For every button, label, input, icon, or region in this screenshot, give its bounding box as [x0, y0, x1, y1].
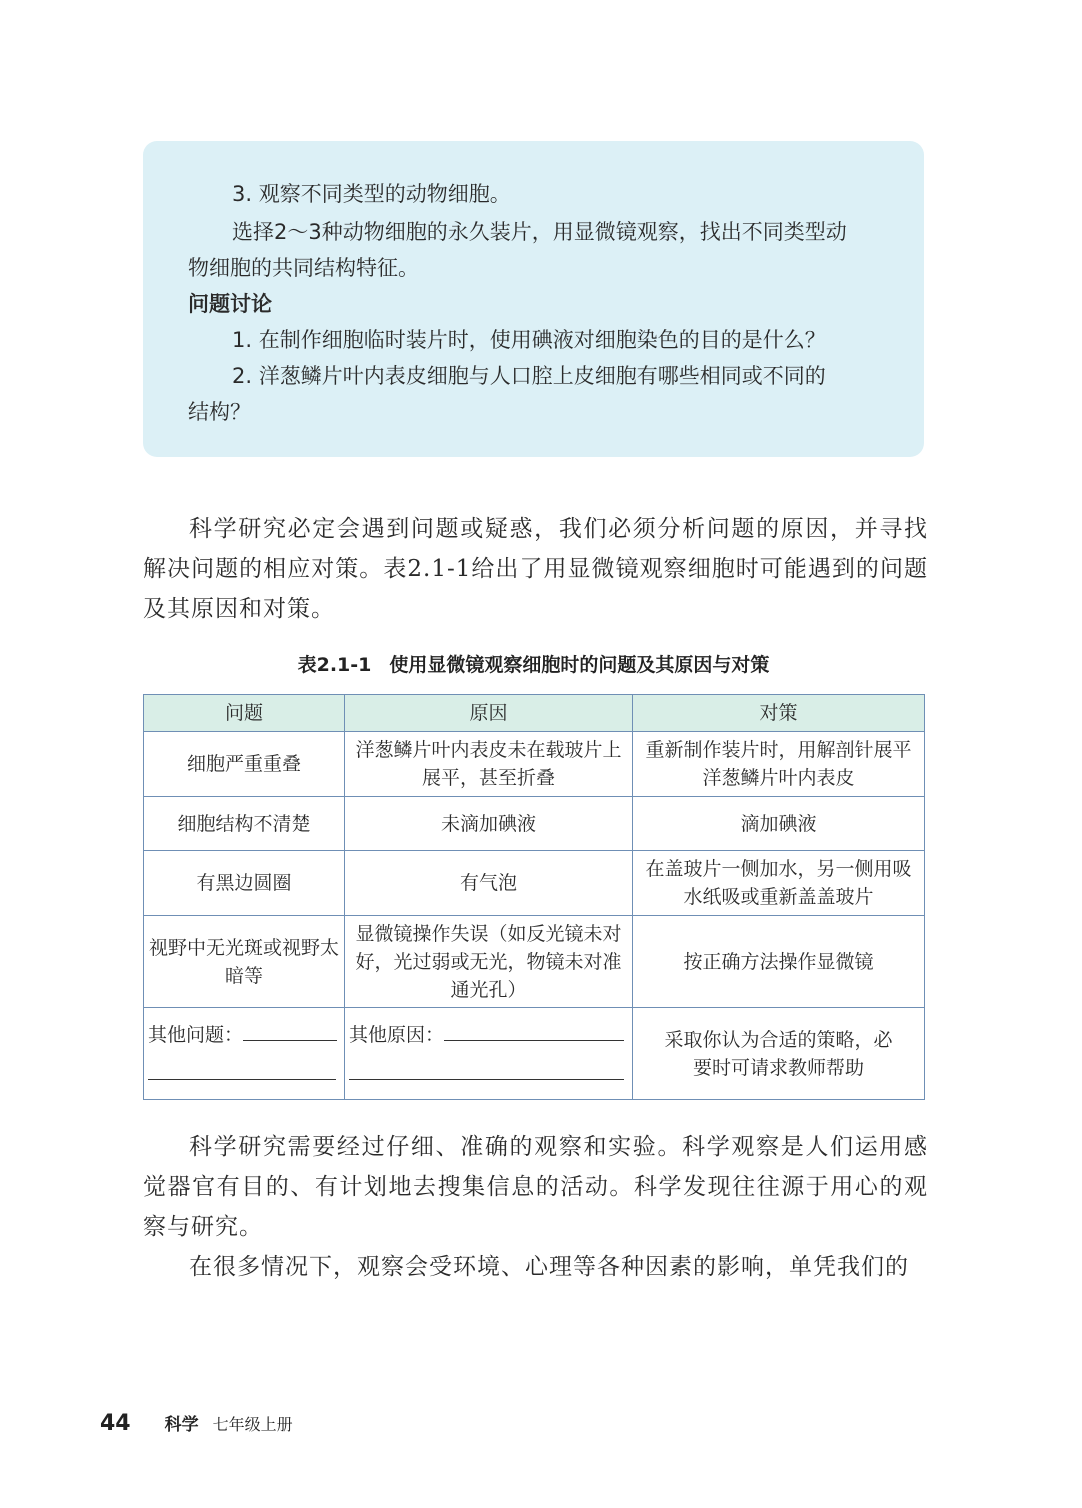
- cell-cause: 显微镜操作失误（如反光镜未对好，光过弱或无光，物镜未对准通光孔）: [345, 916, 633, 1008]
- cell-problem: 细胞结构不清楚: [144, 797, 345, 851]
- step3-title: 3. 观察不同类型的动物细胞。: [232, 182, 511, 206]
- cell-solution: 重新制作装片时，用解剖针展平洋葱鳞片叶内表皮: [633, 732, 925, 797]
- table-header-row: [144, 695, 925, 732]
- other-cause-blank-1[interactable]: [444, 1020, 624, 1041]
- problems-table: [143, 694, 925, 1100]
- footer-subject: 科学: [164, 1415, 199, 1435]
- cell-solution: 滴加碘液: [633, 797, 925, 851]
- intro-paragraph-text: 科学研究必定会遇到问题或疑惑，我们必须分析问题的原因，并寻找解决问题的相应对策。表2.1-1给出了用显微镜观察细胞时可能遇到的问题及其原因和对策。: [143, 516, 928, 622]
- cell-cause: 未滴加碘液: [345, 797, 633, 851]
- cell-other-problem: [144, 1008, 345, 1100]
- other-cause-label: 其他原因：: [349, 1024, 445, 1046]
- table-row: [144, 916, 925, 1008]
- header-solution: 对策: [633, 695, 925, 732]
- other-problem-label: 其他问题：: [148, 1024, 244, 1046]
- footer-grade: 七年级上册: [212, 1415, 293, 1434]
- intro-paragraph: [143, 509, 928, 629]
- cell-solution: 在盖玻片一侧加水，另一侧用吸水纸吸或重新盖盖玻片: [633, 851, 925, 916]
- question-1: 1. 在制作细胞临时装片时，使用碘液对细胞染色的目的是什么？: [232, 328, 826, 352]
- paragraph-2-text: 科学研究需要经过仔细、准确的观察和实验。科学观察是人们运用感觉器官有目的、有计划地去搜集信息的活动。科学发现往往源于用心的观察与研究。: [143, 1134, 928, 1240]
- table-caption-number: 表2.1-1: [297, 654, 372, 676]
- cell-other-solution: 采取你认为合适的策略，必要时可请求教师帮助: [633, 1008, 925, 1100]
- cell-solution: 按正确方法操作显微镜: [633, 916, 925, 1008]
- table-row-other: [144, 1008, 925, 1100]
- table-row: [144, 797, 925, 851]
- question-2-line2: 结构？: [188, 400, 251, 424]
- other-problem-blank-1[interactable]: [243, 1020, 337, 1041]
- cell-cause: 洋葱鳞片叶内表皮未在载玻片上展平，甚至折叠: [345, 732, 633, 797]
- other-problem-blank-2[interactable]: [148, 1057, 336, 1080]
- paragraph-2: [143, 1127, 928, 1247]
- cell-problem: 细胞严重重叠: [144, 732, 345, 797]
- paragraph-3-text: 在很多情况下，观察会受环境、心理等各种因素的影响，单凭我们的: [189, 1254, 909, 1280]
- discussion-heading: 问题讨论: [188, 292, 272, 316]
- step3-body-line2: 物细胞的共同结构特征。: [188, 256, 419, 280]
- cell-cause: 有气泡: [345, 851, 633, 916]
- page-footer: [100, 1410, 293, 1436]
- step3-body-line1: 选择2～3种动物细胞的永久装片，用显微镜观察，找出不同类型动: [232, 220, 847, 244]
- table-caption-title: 使用显微镜观察细胞时的问题及其原因与对策: [389, 654, 770, 676]
- table-caption: [143, 650, 924, 677]
- header-problem: 问题: [144, 695, 345, 732]
- table-row: [144, 851, 925, 916]
- other-cause-blank-2[interactable]: [349, 1057, 624, 1080]
- cell-problem: 有黑边圆圈: [144, 851, 345, 916]
- activity-box: [143, 141, 924, 457]
- table-row: [144, 732, 925, 797]
- header-cause: 原因: [345, 695, 633, 732]
- cell-problem: 视野中无光斑或视野太暗等: [144, 916, 345, 1008]
- page-number: 44: [100, 1411, 131, 1436]
- paragraph-3: [143, 1247, 928, 1287]
- cell-other-cause: [345, 1008, 633, 1100]
- question-2-line1: 2. 洋葱鳞片叶内表皮细胞与人口腔上皮细胞有哪些相同或不同的: [232, 364, 826, 388]
